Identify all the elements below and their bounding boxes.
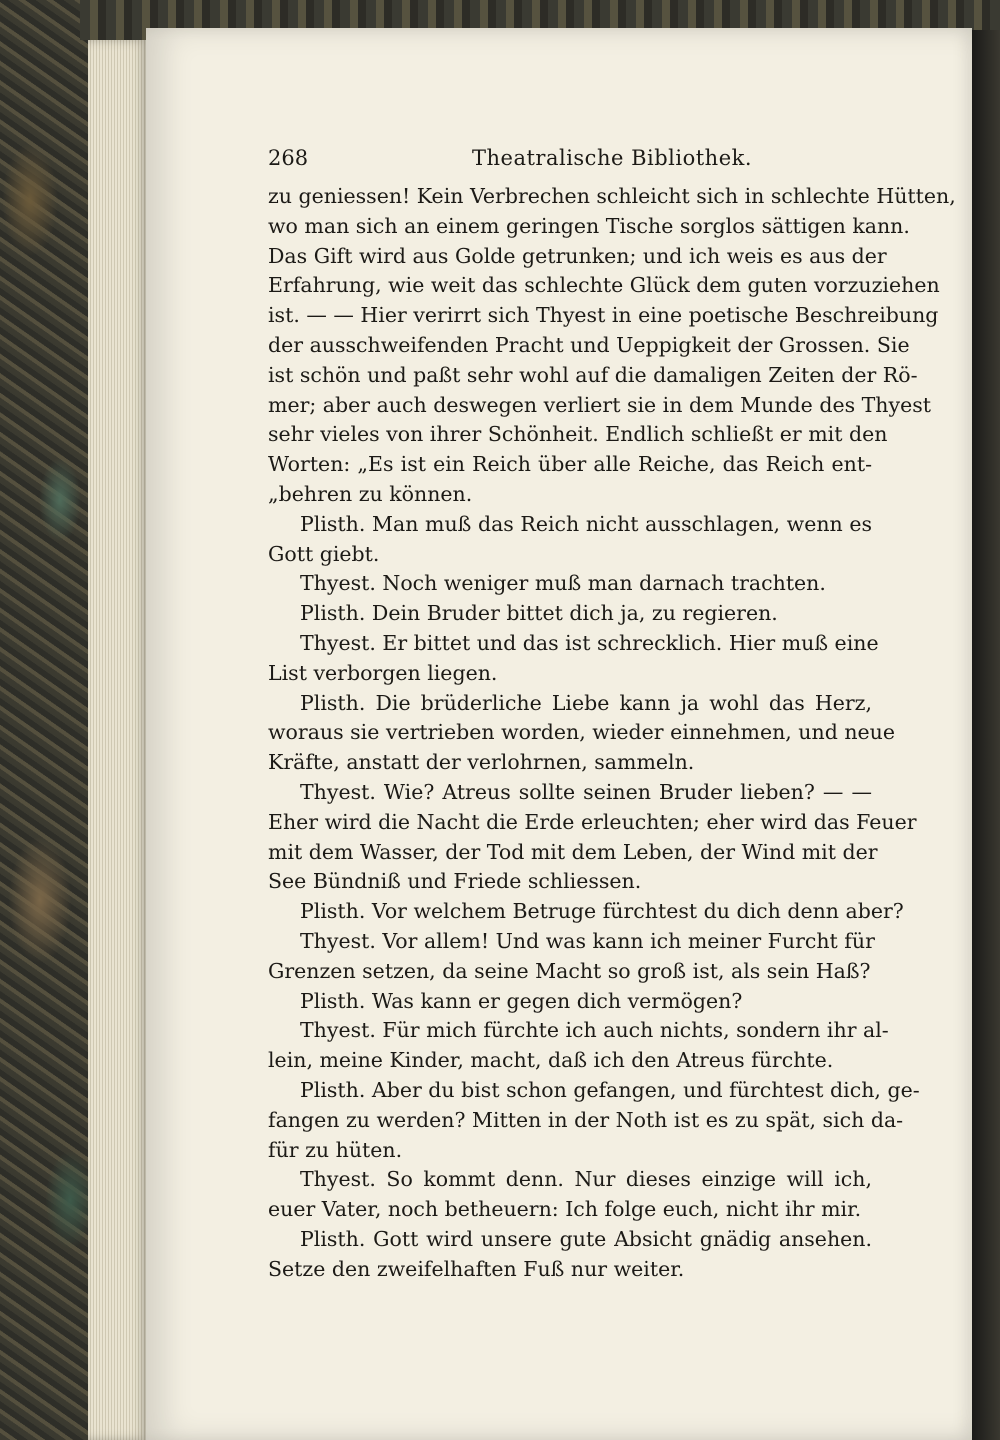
text-line: fangen zu werden? Mitten in der Noth ist es zu spät, sich da- — [268, 1107, 904, 1132]
text-line: Thyest. Wie? Atreus sollte seinen Bruder lieben? — — — [300, 779, 872, 804]
text-line: woraus sie vertrieben worden, wieder einnehmen, und neue — [268, 720, 896, 745]
text-line: Plisth. Vor welchem Betruge fürchtest du dich denn aber? — [300, 899, 904, 924]
marbled-cover — [0, 0, 100, 1440]
text-line: Setze den zweifelhaften Fuß nur weiter. — [268, 1256, 685, 1281]
text-line: Plisth. Die brüderliche Liebe kann ja wohl das Herz, — [300, 690, 872, 715]
text-line: Erfahrung, wie weit das schlechte Glück dem guten vorzuziehen — [268, 273, 940, 298]
page-edges — [88, 40, 148, 1440]
text-line: Plisth. Aber du bist schon gefangen, und fürchtest dich, ge- — [300, 1077, 920, 1102]
text-line: sehr vieles von ihrer Schönheit. Endlich schließt er mit den — [268, 422, 888, 447]
text-line: Gott giebt. — [268, 541, 380, 566]
text-line: Eher wird die Nacht die Erde erleuchten; eher wird das Feuer — [268, 809, 917, 834]
text-line: Grenzen setzen, da seine Macht so groß ist, als sein Haß? — [268, 958, 871, 983]
text-line: wo man sich an einem geringen Tische sorglos sättigen kann. — [268, 213, 910, 238]
text-line: „behren zu können. — [268, 481, 473, 506]
text-line: Thyest. Für mich fürchte ich auch nichts, sondern ihr al- — [300, 1018, 889, 1043]
page-number: 268 — [268, 146, 309, 170]
binding-shadow — [972, 30, 1000, 1440]
text-line: Plisth. Man muß das Reich nicht ausschlagen, wenn es — [300, 511, 872, 536]
page-body — [268, 182, 956, 1284]
text-line: List verborgen liegen. — [268, 660, 498, 685]
text-line: Plisth. Gott wird unsere gute Absicht gnädig ansehen. — [300, 1226, 872, 1251]
text-line: Worten: „Es ist ein Reich über alle Reiche, das Reich ent- — [268, 452, 872, 477]
text-line: Thyest. Vor allem! Und was kann ich meiner Furcht für — [300, 928, 875, 953]
text-line: lein, meine Kinder, macht, daß ich den Atreus fürchte. — [268, 1048, 834, 1073]
text-line: mit dem Wasser, der Tod mit dem Leben, der Wind mit der — [268, 839, 878, 864]
text-line: für zu hüten. — [268, 1137, 403, 1162]
text-line: See Bündniß und Friede schliessen. — [268, 869, 642, 894]
text-line: ist. — — Hier verirrt sich Thyest in eine poetische Beschreibung — [268, 303, 939, 328]
text-line: Thyest. Er bittet und das ist schrecklich. Hier muß eine — [300, 630, 879, 655]
text-line: Thyest. So kommt denn. Nur dieses einzige will ich, — [300, 1167, 872, 1192]
text-line: Das Gift wird aus Golde getrunken; und ich weis es aus der — [268, 243, 887, 268]
page-header — [268, 140, 868, 176]
running-title: Theatralische Bibliothek. — [472, 146, 753, 170]
text-line: Plisth. Dein Bruder bittet dich ja, zu regieren. — [300, 601, 778, 626]
text-line: ist schön und paßt sehr wohl auf die damaligen Zeiten der Rö- — [268, 362, 918, 387]
text-line: der ausschweifenden Pracht und Ueppigkeit der Grossen. Sie — [268, 332, 910, 357]
text-line: Thyest. Noch weniger muß man darnach trachten. — [300, 571, 826, 596]
text-line: euer Vater, noch betheuern: Ich folge euch, nicht ihr mir. — [268, 1197, 862, 1222]
text-line: Kräfte, anstatt der verlohrnen, sammeln. — [268, 750, 695, 775]
text-line: Plisth. Was kann er gegen dich vermögen? — [300, 988, 743, 1013]
text-line: zu geniessen! Kein Verbrechen schleicht sich in schlechte Hütten, — [268, 184, 956, 208]
text-line: mer; aber auch deswegen verliert sie in dem Munde des Thyest — [268, 392, 931, 417]
